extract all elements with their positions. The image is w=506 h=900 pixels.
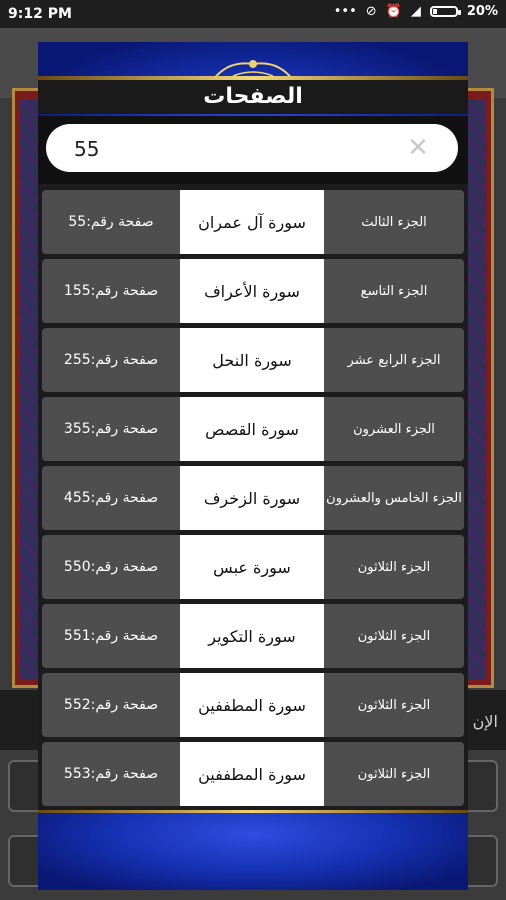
juz-cell: الجزء الخامس والعشرون: [324, 466, 464, 530]
sura-name-cell: سورة الزخرف: [180, 466, 324, 530]
status-time: 9:12 PM: [8, 6, 72, 22]
ornate-footer: [38, 810, 468, 890]
battery-icon: [430, 6, 458, 17]
page-number-cell: صفحة رقم:255: [42, 328, 180, 392]
background-partial-label: الإن: [472, 712, 498, 731]
pages-list[interactable]: [38, 184, 468, 824]
search-area: [38, 116, 468, 184]
sync-off-icon: ⊘: [365, 4, 377, 19]
list-item[interactable]: [42, 742, 464, 806]
juz-cell: الجزء الثلاثون: [324, 535, 464, 599]
juz-cell: الجزء الثلاثون: [324, 673, 464, 737]
sura-name-cell: سورة النحل: [180, 328, 324, 392]
page-number-cell: صفحة رقم:455: [42, 466, 180, 530]
page-number-cell: صفحة رقم:55: [42, 190, 180, 254]
list-item[interactable]: [42, 397, 464, 461]
juz-cell: الجزء الثلاثون: [324, 604, 464, 668]
list-item[interactable]: [42, 673, 464, 737]
battery-percent: 20%: [466, 4, 498, 19]
dialog-title: الصفحات: [203, 84, 303, 109]
sura-name-cell: سورة آل عمران: [180, 190, 324, 254]
page-number-cell: صفحة رقم:552: [42, 673, 180, 737]
list-item[interactable]: [42, 190, 464, 254]
sura-name-cell: سورة التكوير: [180, 604, 324, 668]
page-search-input[interactable]: [72, 134, 396, 164]
page-number-cell: صفحة رقم:155: [42, 259, 180, 323]
page-number-cell: صفحة رقم:553: [42, 742, 180, 806]
list-item[interactable]: [42, 328, 464, 392]
list-item[interactable]: [42, 259, 464, 323]
search-box: [46, 124, 458, 172]
juz-cell: الجزء التاسع: [324, 259, 464, 323]
page-number-cell: صفحة رقم:355: [42, 397, 180, 461]
clear-icon[interactable]: ✕: [407, 133, 429, 163]
sura-name-cell: سورة القصص: [180, 397, 324, 461]
sura-name-cell: سورة المطففين: [180, 673, 324, 737]
sura-name-cell: سورة عبس: [180, 535, 324, 599]
list-item[interactable]: [42, 604, 464, 668]
pages-dialog: [38, 42, 468, 890]
title-plate: [38, 80, 468, 114]
juz-cell: الجزء الثلاثون: [324, 742, 464, 806]
more-icon: •••: [333, 4, 357, 19]
page-number-cell: صفحة رقم:550: [42, 535, 180, 599]
sura-name-cell: سورة الأعراف: [180, 259, 324, 323]
juz-cell: الجزء الرابع عشر: [324, 328, 464, 392]
gold-border: [38, 810, 468, 813]
juz-cell: الجزء الثالث: [324, 190, 464, 254]
signal-icon: ◢: [410, 4, 421, 19]
list-item[interactable]: [42, 466, 464, 530]
sura-name-cell: سورة المطففين: [180, 742, 324, 806]
page-number-cell: صفحة رقم:551: [42, 604, 180, 668]
juz-cell: الجزء العشرون: [324, 397, 464, 461]
list-item[interactable]: [42, 535, 464, 599]
status-icons: [334, 4, 498, 19]
status-bar: [0, 0, 506, 28]
alarm-icon: ⏰: [385, 4, 402, 19]
